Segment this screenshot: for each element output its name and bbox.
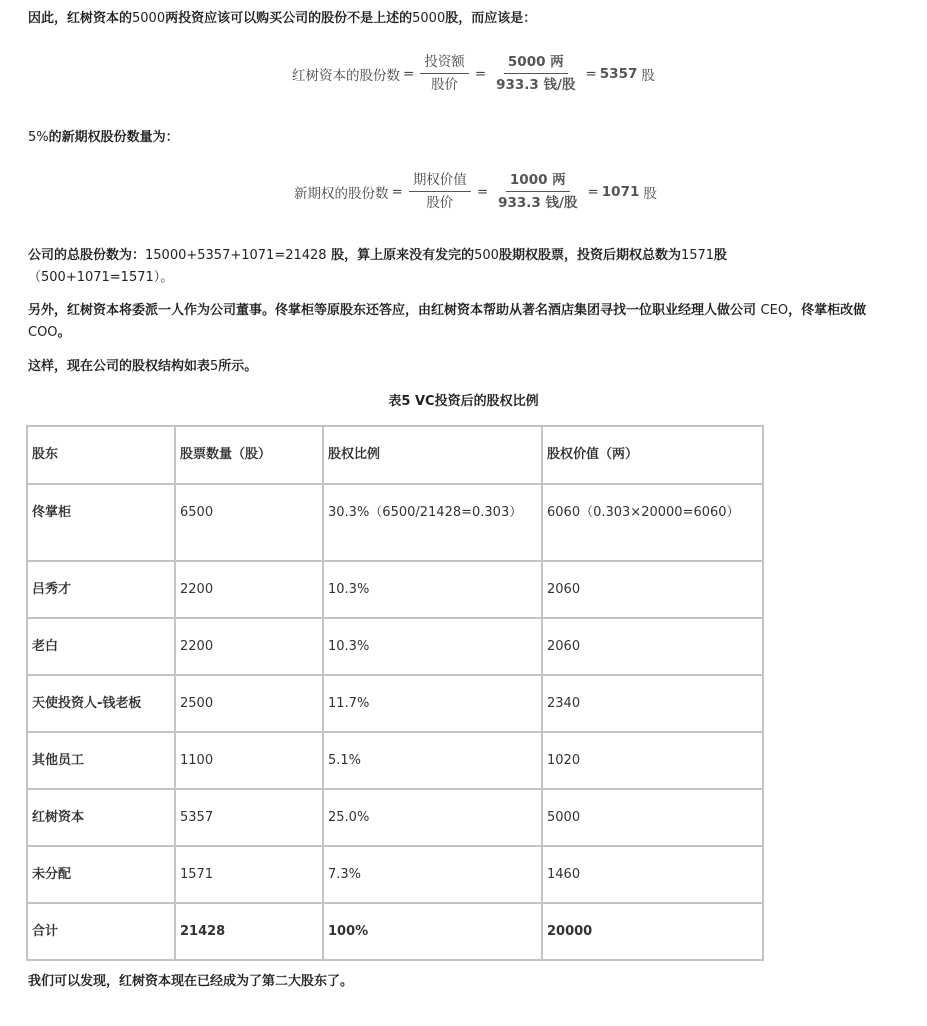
ratio-cell: 7.3% (323, 846, 542, 903)
text-segment: CEO (760, 303, 789, 318)
value-cell: 2340 (542, 675, 763, 732)
table-row (27, 789, 763, 846)
total-ratio-cell: 100% (323, 903, 542, 960)
fraction-denominator: 933.3 钱/股 (496, 77, 576, 93)
shares-cell: 6500 (175, 484, 323, 561)
equity-table (26, 425, 764, 961)
text-segment: （500+1071=1571）。 (28, 270, 174, 285)
ratio-cell: 11.7% (323, 675, 542, 732)
shares-cell: 1100 (175, 732, 323, 789)
fraction-numerator: 期权价值 (409, 172, 471, 192)
table-row (27, 561, 763, 618)
header-cell: 股东 (27, 426, 175, 484)
shares-cell: 2200 (175, 618, 323, 675)
equals-sign: = (585, 65, 597, 82)
text-segment: 股，而应该是： (445, 11, 537, 26)
total-label-cell: 合计 (27, 903, 175, 960)
fraction-numerator: 5000 两 (504, 54, 568, 74)
table-row (27, 846, 763, 903)
text-segment: 5000 (132, 11, 166, 26)
text-segment: 所示。 (218, 359, 258, 374)
total-shares-cell: 21428 (175, 903, 323, 960)
header-cell: 股权价值（两） (542, 426, 763, 484)
value-cell: 2060 (542, 618, 763, 675)
fraction (409, 172, 471, 211)
header-cell: 股票数量（股） (175, 426, 323, 484)
paragraph-option-shares (28, 127, 908, 149)
text-segment: COO (28, 325, 58, 340)
fraction-denominator: 股价 (431, 77, 459, 93)
shareholder-cell: 红树资本 (27, 789, 175, 846)
total-value-cell: 20000 (542, 903, 763, 960)
text-segment: 股，算上原来没有发完的 (326, 248, 475, 263)
table-total-row (27, 903, 763, 960)
formula-result: 1071 (601, 183, 640, 200)
fraction (420, 54, 469, 93)
text-segment: 1571 (680, 248, 715, 263)
ratio-cell: 25.0% (323, 789, 542, 846)
text-segment: 5000 (412, 11, 446, 26)
equals-sign: = (476, 183, 489, 200)
shares-cell: 1571 (175, 846, 323, 903)
shareholder-cell: 其他员工 (27, 732, 175, 789)
value-cell: 1460 (542, 846, 763, 903)
fraction-denominator: 933.3 钱/股 (498, 195, 578, 211)
shares-cell: 2500 (175, 675, 323, 732)
shareholder-cell: 佟掌柜 (27, 484, 175, 561)
text-segment: 另外，红树资本将委派一人作为公司董事。佟掌柜等原股东还答应，由红树资本帮助从著名酒店集团寻找一位职业经理人做公司 (28, 303, 761, 318)
fraction (494, 172, 581, 211)
ratio-cell: 10.3% (323, 561, 542, 618)
value-cell: 1020 (542, 732, 763, 789)
shareholder-cell: 天使投资人-钱老板 (27, 675, 175, 732)
shareholder-cell: 未分配 (27, 846, 175, 903)
value-cell: 5000 (542, 789, 763, 846)
text-segment: 的新期权股份数量为： (48, 130, 179, 145)
text-segment: 这样，现在公司的股权结构如表 (28, 359, 211, 374)
text-segment: 股期权股票，投资后期权总数为 (498, 248, 681, 263)
table-caption: 表5 VC投资后的股权比例 (388, 394, 539, 409)
fraction (492, 54, 579, 93)
fraction-numerator: 1000 两 (506, 172, 570, 192)
value-cell: 2060 (542, 561, 763, 618)
paragraph-conclusion (28, 971, 908, 993)
equals-sign: = (474, 65, 487, 82)
ratio-cell: 5.1% (323, 732, 542, 789)
text-segment: 因此，红树资本的 (28, 11, 133, 26)
table-row (27, 675, 763, 732)
text-segment: 500 (474, 248, 499, 263)
text-segment: 。 (57, 325, 71, 340)
table-row (27, 732, 763, 789)
shareholder-cell: 老白 (27, 618, 175, 675)
fraction-numerator: 投资额 (420, 54, 469, 74)
header-cell: 股权比例 (323, 426, 542, 484)
text-segment: ，佟掌柜改做 (788, 303, 867, 318)
value-cell: 6060（0.303×20000=6060） (542, 484, 763, 561)
ratio-cell: 10.3% (323, 618, 542, 675)
shares-cell: 2200 (175, 561, 323, 618)
equals-sign: = (391, 183, 403, 200)
paragraph-table-intro (28, 356, 908, 378)
text-segment: 15000+5357+1071=21428 (145, 248, 327, 263)
text-segment: 我们可以发现，红树资本现在已经成为了第二大股东了。 (28, 974, 354, 989)
text-segment: 两投资应该可以购买公司的股份不是上述的 (165, 11, 413, 26)
text-segment: 股 (714, 248, 728, 263)
table-row (27, 618, 763, 675)
shareholder-cell: 吕秀才 (27, 561, 175, 618)
formula-unit: 股 (643, 185, 657, 202)
formula-share-count (292, 54, 655, 93)
paragraph-intro (28, 8, 908, 30)
text-segment: 5% (28, 130, 49, 145)
paragraph-board (28, 300, 908, 344)
equals-sign: = (403, 65, 415, 82)
formula-unit: 股 (641, 67, 655, 84)
formula-lhs: 红树资本的股份数 (292, 67, 400, 84)
ratio-cell: 30.3%（6500/21428=0.303） (323, 484, 542, 561)
table-row (27, 484, 763, 561)
formula-result: 5357 (599, 65, 638, 82)
paragraph-total-shares (28, 245, 908, 289)
table-header-row (27, 426, 763, 484)
shares-cell: 5357 (175, 789, 323, 846)
formula-option-shares (294, 172, 657, 211)
text-segment: 公司的总股份数为： (28, 248, 146, 263)
text-segment: 5 (210, 359, 219, 374)
formula-lhs: 新期权的股份数 (294, 185, 389, 202)
equals-sign: = (587, 183, 599, 200)
fraction-denominator: 股价 (426, 195, 454, 211)
